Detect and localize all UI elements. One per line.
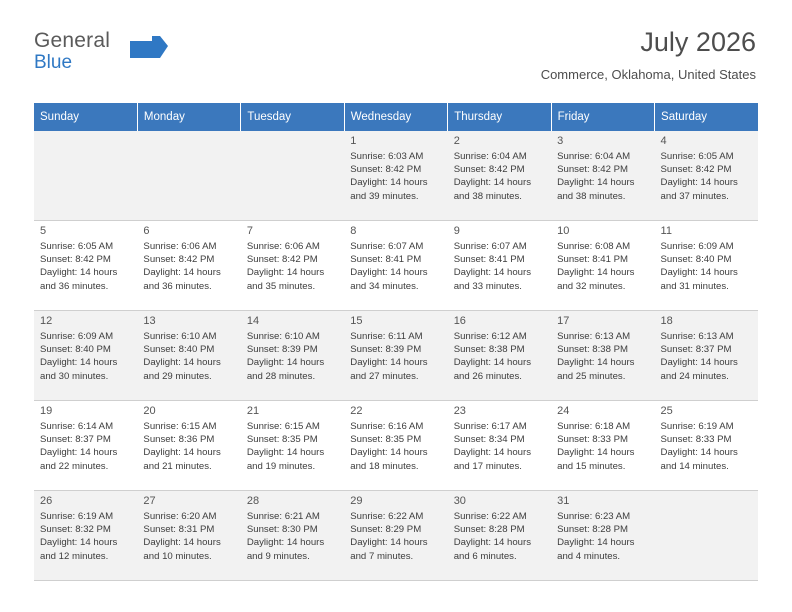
calendar-day-cell[interactable]: [655, 131, 758, 221]
daylight-text-line1: Daylight: 14 hours: [40, 267, 118, 279]
daylight-text-line1: Daylight: 14 hours: [143, 267, 221, 279]
calendar-day-cell[interactable]: [448, 221, 551, 311]
day-sun-info: [557, 150, 649, 203]
day-number: 28: [246, 495, 260, 507]
day-sun-info: [557, 240, 649, 293]
day-sun-info: [661, 150, 753, 203]
sunset-text: Sunset: 8:34 PM: [453, 434, 525, 446]
sunrise-text: Sunrise: 6:20 AM: [143, 511, 217, 522]
sunrise-text: Sunrise: 6:08 AM: [557, 241, 631, 252]
daylight-text-line2: and 25 minutes.: [557, 370, 626, 382]
day-sun-info: [557, 330, 649, 383]
daylight-text-line1: Daylight: 14 hours: [557, 537, 635, 549]
day-sun-info: [350, 510, 442, 563]
sunrise-text: Sunrise: 6:05 AM: [660, 151, 734, 162]
sunrise-text: Sunrise: 6:19 AM: [660, 421, 734, 432]
daylight-text-line1: Daylight: 14 hours: [453, 537, 532, 549]
calendar-day-cell[interactable]: [34, 401, 137, 491]
sunrise-text: Sunrise: 6:11 AM: [350, 331, 423, 342]
calendar-day-cell[interactable]: [344, 131, 447, 221]
calendar-week-row: [34, 221, 758, 311]
day-sun-info: [661, 420, 753, 473]
weekday-header-wednesday: Wednesday: [344, 103, 447, 131]
sunrise-text: Sunrise: 6:16 AM: [350, 421, 424, 432]
daylight-text-line1: Daylight: 14 hours: [660, 177, 738, 189]
day-sun-info: [40, 240, 132, 293]
sunset-text: Sunset: 8:28 PM: [557, 524, 629, 536]
day-sun-info: [350, 150, 442, 203]
sunrise-text: Sunrise: 6:09 AM: [40, 331, 114, 342]
calendar-day-cell[interactable]: [448, 401, 551, 491]
day-number: 26: [40, 495, 53, 507]
daylight-text-line2: and 15 minutes.: [557, 460, 626, 472]
sunset-text: Sunset: 8:42 PM: [660, 164, 732, 176]
calendar-day-cell[interactable]: [344, 401, 447, 491]
day-number: 21: [246, 405, 260, 417]
day-number: 9: [453, 225, 460, 237]
day-number: 7: [246, 225, 253, 237]
day-sun-info: [454, 510, 546, 563]
day-number: 4: [660, 135, 667, 147]
daylight-text-line1: Daylight: 14 hours: [453, 177, 532, 189]
brand-logo: [34, 26, 234, 73]
day-sun-info: [247, 330, 339, 383]
sunrise-text: Sunrise: 6:12 AM: [453, 331, 527, 342]
calendar-day-cell[interactable]: [551, 401, 654, 491]
sunrise-text: Sunrise: 6:04 AM: [557, 151, 631, 162]
calendar-week-row: [34, 311, 758, 401]
daylight-text-line2: and 14 minutes.: [660, 460, 729, 472]
day-number: 1: [350, 135, 357, 147]
day-number: 30: [453, 495, 466, 507]
calendar-day-cell[interactable]: [344, 311, 447, 401]
calendar-day-cell[interactable]: [551, 491, 654, 581]
title-block: [541, 26, 758, 83]
daylight-text-line2: and 38 minutes.: [453, 190, 522, 202]
daylight-text-line1: Daylight: 14 hours: [246, 537, 325, 549]
day-number: 6: [143, 225, 150, 237]
calendar-day-cell[interactable]: [655, 311, 758, 401]
day-number: 23: [453, 405, 466, 417]
location-subtitle: Commerce, Oklahoma, United States: [540, 67, 756, 82]
sunset-text: Sunset: 8:39 PM: [246, 344, 318, 356]
sunrise-text: Sunrise: 6:15 AM: [246, 421, 320, 432]
daylight-text-line1: Daylight: 14 hours: [660, 267, 738, 279]
calendar-day-cell[interactable]: [551, 311, 654, 401]
daylight-text-line1: Daylight: 14 hours: [557, 177, 635, 189]
sunset-text: Sunset: 8:37 PM: [660, 344, 732, 356]
day-number: 29: [350, 495, 363, 507]
daylight-text-line1: Daylight: 14 hours: [246, 357, 325, 369]
sunrise-text: Sunrise: 6:22 AM: [350, 511, 424, 522]
daylight-text-line1: Daylight: 14 hours: [557, 447, 635, 459]
daylight-text-line1: Daylight: 14 hours: [350, 267, 428, 279]
calendar-day-cell[interactable]: [655, 401, 758, 491]
calendar-day-cell[interactable]: [241, 221, 344, 311]
daylight-text-line1: Daylight: 14 hours: [143, 357, 221, 369]
day-sun-info: [454, 420, 546, 473]
day-sun-info: [350, 330, 442, 383]
calendar-table: [34, 103, 758, 581]
day-sun-info: [247, 240, 339, 293]
day-sun-info: [350, 420, 442, 473]
sunset-text: Sunset: 8:40 PM: [143, 344, 215, 356]
daylight-text-line1: Daylight: 14 hours: [453, 447, 532, 459]
day-sun-info: [40, 330, 132, 383]
weekday-header-thursday: Thursday: [448, 103, 551, 131]
day-number: 14: [246, 315, 260, 327]
daylight-text-line2: and 9 minutes.: [246, 550, 310, 562]
day-number: 20: [143, 405, 156, 417]
calendar-day-cell[interactable]: [34, 221, 137, 311]
daylight-text-line1: Daylight: 14 hours: [453, 267, 532, 279]
calendar-day-cell[interactable]: [551, 221, 654, 311]
daylight-text-line2: and 36 minutes.: [143, 280, 212, 292]
sunset-text: Sunset: 8:42 PM: [143, 254, 215, 266]
day-sun-info: [454, 330, 546, 383]
daylight-text-line2: and 31 minutes.: [660, 280, 729, 292]
day-sun-info: [143, 330, 235, 383]
sunrise-text: Sunrise: 6:06 AM: [246, 241, 320, 252]
day-sun-info: [454, 240, 546, 293]
flag-icon: [130, 32, 168, 58]
daylight-text-line1: Daylight: 14 hours: [557, 357, 635, 369]
sunset-text: Sunset: 8:38 PM: [557, 344, 629, 356]
day-number: 16: [453, 315, 466, 327]
sunset-text: Sunset: 8:39 PM: [350, 344, 422, 356]
day-number: 13: [143, 315, 156, 327]
daylight-text-line1: Daylight: 14 hours: [246, 267, 325, 279]
daylight-text-line2: and 17 minutes.: [453, 460, 522, 472]
calendar-cell-empty: [137, 131, 240, 221]
brand-name-blue: Blue: [34, 52, 73, 73]
daylight-text-line2: and 6 minutes.: [453, 550, 517, 562]
calendar-day-cell[interactable]: [137, 221, 240, 311]
sunrise-text: Sunrise: 6:21 AM: [246, 511, 320, 522]
sunset-text: Sunset: 8:42 PM: [40, 254, 111, 266]
daylight-text-line2: and 35 minutes.: [246, 280, 316, 292]
sunrise-text: Sunrise: 6:06 AM: [143, 241, 217, 252]
calendar-cell-empty: [34, 131, 137, 221]
sunset-text: Sunset: 8:42 PM: [246, 254, 318, 266]
weekday-header-tuesday: Tuesday: [241, 103, 344, 131]
daylight-text-line2: and 36 minutes.: [40, 280, 109, 292]
sunset-text: Sunset: 8:33 PM: [660, 434, 732, 446]
daylight-text-line1: Daylight: 14 hours: [350, 447, 428, 459]
brand-name-general: General: [34, 29, 111, 52]
daylight-text-line2: and 30 minutes.: [40, 370, 109, 382]
sunset-text: Sunset: 8:36 PM: [143, 434, 215, 446]
day-number: 22: [350, 405, 363, 417]
daylight-text-line2: and 37 minutes.: [660, 190, 729, 202]
sunrise-text: Sunrise: 6:15 AM: [143, 421, 217, 432]
day-sun-info: [454, 150, 546, 203]
sunset-text: Sunset: 8:40 PM: [40, 344, 111, 356]
weekday-header-row: [34, 103, 758, 131]
sunset-text: Sunset: 8:42 PM: [350, 164, 422, 176]
calendar-cell-empty: [655, 491, 758, 581]
daylight-text-line1: Daylight: 14 hours: [453, 357, 532, 369]
calendar-body: [34, 131, 758, 581]
day-number: 27: [143, 495, 156, 507]
calendar-day-cell[interactable]: [137, 401, 240, 491]
calendar-day-cell[interactable]: [448, 491, 551, 581]
daylight-text-line2: and 28 minutes.: [246, 370, 316, 382]
calendar-day-cell[interactable]: [137, 311, 240, 401]
daylight-text-line2: and 7 minutes.: [350, 550, 414, 562]
sunset-text: Sunset: 8:41 PM: [350, 254, 422, 266]
daylight-text-line2: and 18 minutes.: [350, 460, 419, 472]
daylight-text-line2: and 19 minutes.: [246, 460, 316, 472]
calendar-week-row: [34, 401, 758, 491]
day-number: 2: [453, 135, 460, 147]
calendar-day-cell[interactable]: [448, 131, 551, 221]
daylight-text-line2: and 24 minutes.: [660, 370, 729, 382]
daylight-text-line2: and 33 minutes.: [453, 280, 522, 292]
sunrise-text: Sunrise: 6:22 AM: [453, 511, 527, 522]
sunrise-text: Sunrise: 6:13 AM: [557, 331, 631, 342]
day-sun-info: [143, 420, 235, 473]
sunrise-text: Sunrise: 6:23 AM: [557, 511, 631, 522]
day-sun-info: [143, 510, 235, 563]
daylight-text-line1: Daylight: 14 hours: [350, 357, 428, 369]
sunrise-text: Sunrise: 6:17 AM: [453, 421, 527, 432]
sunrise-text: Sunrise: 6:10 AM: [143, 331, 217, 342]
sunset-text: Sunset: 8:37 PM: [40, 434, 111, 446]
daylight-text-line2: and 12 minutes.: [40, 550, 109, 562]
sunset-text: Sunset: 8:41 PM: [453, 254, 525, 266]
sunrise-text: Sunrise: 6:09 AM: [660, 241, 734, 252]
day-sun-info: [40, 510, 132, 563]
day-sun-info: [40, 420, 132, 473]
sunset-text: Sunset: 8:35 PM: [350, 434, 422, 446]
sunset-text: Sunset: 8:30 PM: [246, 524, 318, 536]
day-number: 12: [40, 315, 53, 327]
sunrise-text: Sunrise: 6:07 AM: [453, 241, 527, 252]
sunrise-text: Sunrise: 6:07 AM: [350, 241, 424, 252]
day-number: 10: [557, 225, 570, 237]
sunrise-text: Sunrise: 6:13 AM: [660, 331, 734, 342]
weekday-header-monday: Monday: [137, 103, 240, 131]
day-sun-info: [557, 420, 649, 473]
daylight-text-line1: Daylight: 14 hours: [660, 447, 738, 459]
calendar-day-cell[interactable]: [241, 491, 344, 581]
daylight-text-line1: Daylight: 14 hours: [143, 537, 221, 549]
daylight-text-line1: Daylight: 14 hours: [350, 177, 428, 189]
daylight-text-line2: and 38 minutes.: [557, 190, 626, 202]
daylight-text-line2: and 10 minutes.: [143, 550, 212, 562]
weekday-header-friday: Friday: [551, 103, 654, 131]
day-number: 31: [557, 495, 570, 507]
calendar-cell-empty: [241, 131, 344, 221]
day-number: 5: [40, 225, 47, 237]
day-number: 24: [557, 405, 570, 417]
calendar-day-cell[interactable]: [448, 311, 551, 401]
day-number: 8: [350, 225, 357, 237]
sunset-text: Sunset: 8:29 PM: [350, 524, 422, 536]
daylight-text-line2: and 27 minutes.: [350, 370, 419, 382]
daylight-text-line2: and 26 minutes.: [453, 370, 522, 382]
daylight-text-line1: Daylight: 14 hours: [246, 447, 325, 459]
daylight-text-line2: and 29 minutes.: [143, 370, 212, 382]
day-sun-info: [143, 240, 235, 293]
day-number: 15: [350, 315, 363, 327]
calendar-day-cell[interactable]: [551, 131, 654, 221]
daylight-text-line1: Daylight: 14 hours: [557, 267, 635, 279]
sunset-text: Sunset: 8:33 PM: [557, 434, 629, 446]
day-sun-info: [247, 510, 339, 563]
sunset-text: Sunset: 8:40 PM: [660, 254, 732, 266]
sunset-text: Sunset: 8:32 PM: [40, 524, 111, 536]
weekday-header-saturday: Saturday: [655, 103, 758, 131]
sunset-text: Sunset: 8:31 PM: [143, 524, 215, 536]
sunset-text: Sunset: 8:35 PM: [246, 434, 318, 446]
daylight-text-line2: and 4 minutes.: [557, 550, 621, 562]
sunset-text: Sunset: 8:42 PM: [557, 164, 629, 176]
daylight-text-line2: and 32 minutes.: [557, 280, 626, 292]
daylight-text-line1: Daylight: 14 hours: [350, 537, 428, 549]
daylight-text-line2: and 21 minutes.: [143, 460, 212, 472]
day-sun-info: [350, 240, 442, 293]
calendar-day-cell[interactable]: [241, 401, 344, 491]
sunset-text: Sunset: 8:38 PM: [453, 344, 525, 356]
calendar-day-cell[interactable]: [655, 221, 758, 311]
daylight-text-line1: Daylight: 14 hours: [660, 357, 738, 369]
day-number: 19: [40, 405, 53, 417]
day-sun-info: [557, 510, 649, 563]
page-header: [34, 26, 758, 88]
sunrise-text: Sunrise: 6:05 AM: [40, 241, 114, 252]
weekday-header-sunday: Sunday: [34, 103, 137, 131]
calendar-day-cell[interactable]: [344, 221, 447, 311]
calendar-day-cell[interactable]: [34, 311, 137, 401]
daylight-text-line2: and 39 minutes.: [350, 190, 419, 202]
day-sun-info: [661, 330, 753, 383]
sunrise-text: Sunrise: 6:14 AM: [40, 421, 114, 432]
calendar-day-cell[interactable]: [34, 491, 137, 581]
day-number: 11: [660, 225, 672, 237]
calendar-day-cell[interactable]: [241, 311, 344, 401]
calendar-week-row: [34, 491, 758, 581]
daylight-text-line1: Daylight: 14 hours: [143, 447, 221, 459]
calendar-day-cell[interactable]: [137, 491, 240, 581]
day-number: 3: [557, 135, 564, 147]
day-number: 17: [557, 315, 570, 327]
calendar-day-cell[interactable]: [344, 491, 447, 581]
day-number: 25: [660, 405, 673, 417]
page-title: July 2026: [640, 27, 756, 57]
daylight-text-line2: and 22 minutes.: [40, 460, 109, 472]
daylight-text-line1: Daylight: 14 hours: [40, 357, 118, 369]
sunset-text: Sunset: 8:28 PM: [453, 524, 525, 536]
sunset-text: Sunset: 8:41 PM: [557, 254, 629, 266]
sunrise-text: Sunrise: 6:04 AM: [453, 151, 527, 162]
daylight-text-line1: Daylight: 14 hours: [40, 537, 118, 549]
daylight-text-line2: and 34 minutes.: [350, 280, 419, 292]
sunrise-text: Sunrise: 6:03 AM: [350, 151, 424, 162]
day-number: 18: [660, 315, 673, 327]
sunrise-text: Sunrise: 6:10 AM: [246, 331, 320, 342]
calendar-week-row: [34, 131, 758, 221]
sunrise-text: Sunrise: 6:19 AM: [40, 511, 114, 522]
day-sun-info: [247, 420, 339, 473]
sunrise-text: Sunrise: 6:18 AM: [557, 421, 631, 432]
day-sun-info: [661, 240, 753, 293]
daylight-text-line1: Daylight: 14 hours: [40, 447, 118, 459]
sunset-text: Sunset: 8:42 PM: [453, 164, 525, 176]
